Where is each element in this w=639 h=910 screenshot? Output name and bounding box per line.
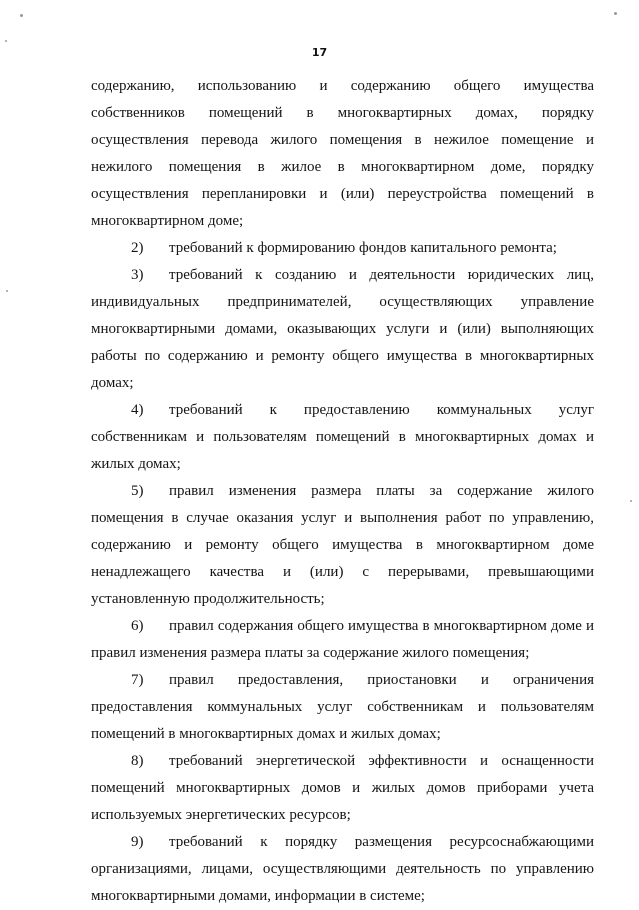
scan-speck <box>5 40 7 42</box>
item-number: 6) <box>131 618 144 634</box>
list-item <box>91 748 594 829</box>
scan-speck <box>20 14 23 17</box>
list-item <box>91 235 594 262</box>
item-number: 3) <box>131 267 144 283</box>
scan-speck <box>6 290 8 292</box>
list-item <box>91 262 594 397</box>
continuation-paragraph: содержанию, использованию и содержанию общего имущества собственников помещений в многоквартирных домах, порядку осуществления перевода жилого помещения в нежилое помещение и нежилого помещения в жилое в многоквартирном доме, порядку осуществления перепланировки и (или) переустройства помещений в многоквартирном доме; <box>91 78 594 229</box>
page-number: 17 <box>311 46 328 59</box>
list-item <box>91 829 594 910</box>
item-text: требований к порядку размещения ресурсоснабжающими организациями, лицами, осуществляющими деятельность по управлению многоквартирными домами, информации в системе; <box>91 834 594 904</box>
item-text: правил предоставления, приостановки и ограничения предоставления коммунальных услуг собственникам и пользователям помещений в многоквартирных домах и жилых домах; <box>91 672 594 742</box>
item-number: 2) <box>131 240 144 256</box>
scan-speck <box>630 500 632 502</box>
scan-speck <box>614 12 617 15</box>
item-text: требований к созданию и деятельности юридических лиц, индивидуальных предпринимателей, осуществляющих управление многоквартирными домами, оказывающих услуги и (или) выполняющих работы по содержанию и ремонту общего имущества в многоквартирных домах; <box>91 267 594 391</box>
list-item <box>91 667 594 748</box>
item-number: 4) <box>131 402 144 418</box>
list-item <box>91 478 594 613</box>
item-text: требований к формированию фондов капитального ремонта; <box>169 240 557 256</box>
list-item <box>91 613 594 667</box>
item-number: 9) <box>131 834 144 850</box>
list-item <box>91 397 594 478</box>
item-text: требований к предоставлению коммунальных услуг собственникам и пользователям помещений в многоквартирных домах и жилых домах; <box>91 402 594 472</box>
item-text: правил изменения размера платы за содержание жилого помещения в случае оказания услуг и выполнения работ по управлению, содержанию и ремонту общего имущества в многоквартирном доме ненадлежащего качества и (или) с перерывами, превышающими установленную продолжительность; <box>91 483 594 607</box>
item-number: 5) <box>131 483 144 499</box>
item-number: 7) <box>131 672 144 688</box>
document-body <box>91 73 594 910</box>
item-number: 8) <box>131 753 144 769</box>
item-text: правил содержания общего имущества в многоквартирном доме и правил изменения размера платы за содержание жилого помещения; <box>91 618 594 661</box>
item-text: требований энергетической эффективности и оснащенности помещений многоквартирных домов и жилых домов приборами учета используемых энергетических ресурсов; <box>91 753 594 823</box>
